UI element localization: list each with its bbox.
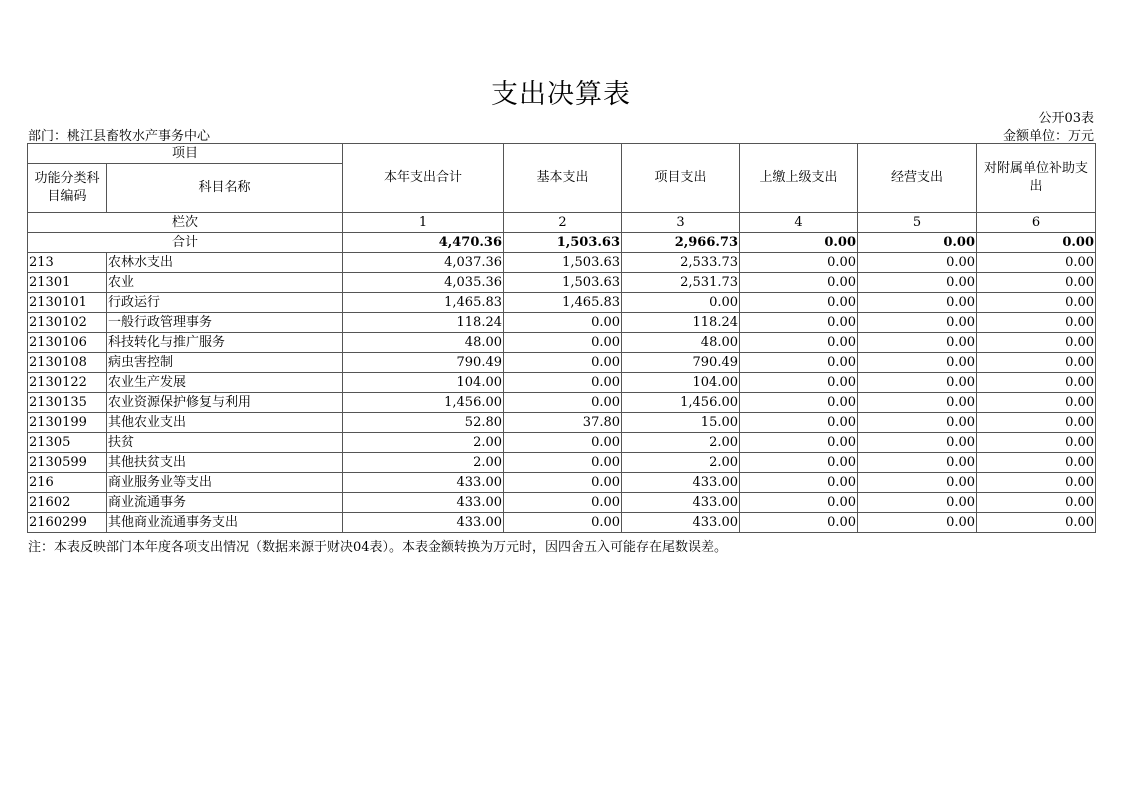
row-value: 0.00 [977, 433, 1096, 453]
row-value: 0.00 [740, 273, 858, 293]
header-col-subsidiary-subsidy: 对附属单位补助支出 [977, 144, 1096, 213]
total-value: 0.00 [740, 233, 858, 253]
table-row [28, 353, 1096, 373]
row-value: 0.00 [858, 253, 977, 273]
row-value: 0.00 [977, 293, 1096, 313]
table-row [28, 453, 1096, 473]
row-value: 0.00 [977, 393, 1096, 413]
row-value: 48.00 [622, 333, 740, 353]
row-value: 0.00 [504, 433, 622, 453]
row-value: 0.00 [622, 293, 740, 313]
row-subject-name: 行政运行 [107, 293, 343, 313]
row-value: 0.00 [740, 353, 858, 373]
row-value: 0.00 [740, 493, 858, 513]
row-value: 1,456.00 [343, 393, 504, 413]
row-value: 0.00 [977, 453, 1096, 473]
row-value: 0.00 [858, 373, 977, 393]
table-row [28, 413, 1096, 433]
col-index-6: 6 [977, 213, 1096, 233]
row-value: 0.00 [858, 393, 977, 413]
row-value: 0.00 [858, 313, 977, 333]
row-subject-name: 病虫害控制 [107, 353, 343, 373]
row-subject-name: 科技转化与推广服务 [107, 333, 343, 353]
row-value: 0.00 [977, 373, 1096, 393]
row-value: 2.00 [343, 453, 504, 473]
table-row [28, 473, 1096, 493]
row-subject-name: 商业流通事务 [107, 493, 343, 513]
row-value: 0.00 [740, 473, 858, 493]
row-value: 0.00 [858, 413, 977, 433]
row-value: 0.00 [977, 493, 1096, 513]
table-row [28, 393, 1096, 413]
total-label: 合计 [28, 233, 343, 253]
row-code: 216 [28, 473, 107, 493]
row-value: 0.00 [977, 513, 1096, 533]
row-code: 2130101 [28, 293, 107, 313]
row-value: 433.00 [343, 513, 504, 533]
row-value: 0.00 [504, 373, 622, 393]
department-label: 部门：桃江县畜牧水产事务中心 [28, 129, 211, 144]
row-value: 2.00 [622, 453, 740, 473]
form-number: 公开03表 [1038, 111, 1094, 126]
footnote: 注：本表反映部门本年度各项支出情况（数据来源于财决04表）。本表金额转换为万元时，因四舍五入可能存在尾数误差。 [28, 540, 728, 555]
row-value: 0.00 [740, 313, 858, 333]
table-row [28, 273, 1096, 293]
row-value: 0.00 [858, 433, 977, 453]
row-value: 433.00 [622, 493, 740, 513]
page-title: 支出决算表 [491, 79, 631, 110]
row-value: 0.00 [740, 253, 858, 273]
row-value: 0.00 [740, 413, 858, 433]
row-value: 0.00 [504, 393, 622, 413]
table-row [28, 513, 1096, 533]
row-value: 790.49 [343, 353, 504, 373]
total-value: 0.00 [977, 233, 1096, 253]
row-value: 0.00 [977, 253, 1096, 273]
row-value: 0.00 [740, 293, 858, 313]
row-subject-name: 农业生产发展 [107, 373, 343, 393]
row-value: 0.00 [740, 393, 858, 413]
row-value: 433.00 [343, 473, 504, 493]
row-value: 1,456.00 [622, 393, 740, 413]
row-value: 0.00 [504, 473, 622, 493]
row-subject-name: 其他商业流通事务支出 [107, 513, 343, 533]
row-code: 2130599 [28, 453, 107, 473]
row-value: 0.00 [740, 433, 858, 453]
col-index-5: 5 [858, 213, 977, 233]
row-value: 0.00 [977, 333, 1096, 353]
row-value: 0.00 [977, 413, 1096, 433]
row-value: 37.80 [504, 413, 622, 433]
col-index-3: 3 [622, 213, 740, 233]
row-value: 15.00 [622, 413, 740, 433]
row-value: 2,533.73 [622, 253, 740, 273]
row-value: 2.00 [622, 433, 740, 453]
row-value: 433.00 [622, 513, 740, 533]
row-value: 0.00 [504, 513, 622, 533]
row-value: 0.00 [740, 453, 858, 473]
row-subject-name: 其他扶贫支出 [107, 453, 343, 473]
col-index-1: 1 [343, 213, 504, 233]
header-col-total: 本年支出合计 [343, 144, 504, 213]
row-value: 0.00 [504, 493, 622, 513]
table-row [28, 333, 1096, 353]
row-subject-name: 商业服务业等支出 [107, 473, 343, 493]
header-project: 项目 [28, 144, 343, 164]
row-value: 104.00 [622, 373, 740, 393]
row-value: 2.00 [343, 433, 504, 453]
total-value: 2,966.73 [622, 233, 740, 253]
row-value: 0.00 [977, 473, 1096, 493]
table-row [28, 253, 1096, 273]
row-value: 118.24 [622, 313, 740, 333]
row-value: 0.00 [504, 313, 622, 333]
row-value: 4,035.36 [343, 273, 504, 293]
row-code: 213 [28, 253, 107, 273]
row-value: 52.80 [343, 413, 504, 433]
row-value: 0.00 [858, 293, 977, 313]
header-func-code: 功能分类科目编码 [28, 164, 107, 213]
row-value: 0.00 [858, 473, 977, 493]
header-subject-name: 科目名称 [107, 164, 343, 213]
header-col-project: 项目支出 [622, 144, 740, 213]
header-col-operating: 经营支出 [858, 144, 977, 213]
table-row [28, 313, 1096, 333]
row-value: 0.00 [858, 353, 977, 373]
row-value: 0.00 [858, 333, 977, 353]
header-col-remit-superior: 上缴上级支出 [740, 144, 858, 213]
col-index-4: 4 [740, 213, 858, 233]
row-code: 21602 [28, 493, 107, 513]
row-value: 1,503.63 [504, 253, 622, 273]
row-subject-name: 扶贫 [107, 433, 343, 453]
row-value: 48.00 [343, 333, 504, 353]
row-value: 2,531.73 [622, 273, 740, 293]
row-value: 1,465.83 [504, 293, 622, 313]
row-value: 104.00 [343, 373, 504, 393]
amount-unit-label: 金额单位：万元 [1002, 129, 1094, 144]
row-code: 21301 [28, 273, 107, 293]
col-index-2: 2 [504, 213, 622, 233]
row-code: 21305 [28, 433, 107, 453]
row-subject-name: 农业 [107, 273, 343, 293]
row-value: 4,037.36 [343, 253, 504, 273]
row-value: 790.49 [622, 353, 740, 373]
row-subject-name: 农林水支出 [107, 253, 343, 273]
row-value: 0.00 [858, 273, 977, 293]
row-value: 0.00 [740, 513, 858, 533]
header-col-basic: 基本支出 [504, 144, 622, 213]
row-value: 0.00 [504, 353, 622, 373]
row-code: 2130106 [28, 333, 107, 353]
row-code: 2130135 [28, 393, 107, 413]
row-value: 0.00 [977, 273, 1096, 293]
row-value: 0.00 [858, 493, 977, 513]
row-value: 0.00 [740, 333, 858, 353]
row-value: 0.00 [504, 333, 622, 353]
total-value: 0.00 [858, 233, 977, 253]
row-code: 2130108 [28, 353, 107, 373]
expenditure-table [27, 143, 1096, 533]
total-value: 4,470.36 [343, 233, 504, 253]
row-value: 1,465.83 [343, 293, 504, 313]
row-subject-name: 其他农业支出 [107, 413, 343, 433]
row-subject-name: 一般行政管理事务 [107, 313, 343, 333]
row-value: 0.00 [977, 353, 1096, 373]
row-value: 0.00 [858, 453, 977, 473]
total-value: 1,503.63 [504, 233, 622, 253]
row-value: 118.24 [343, 313, 504, 333]
row-value: 0.00 [504, 453, 622, 473]
row-value: 0.00 [740, 373, 858, 393]
row-code: 2130122 [28, 373, 107, 393]
row-value: 0.00 [977, 313, 1096, 333]
row-subject-name: 农业资源保护修复与利用 [107, 393, 343, 413]
row-code: 2130199 [28, 413, 107, 433]
row-value: 433.00 [343, 493, 504, 513]
table-row [28, 433, 1096, 453]
row-value: 1,503.63 [504, 273, 622, 293]
table-row [28, 493, 1096, 513]
table-row [28, 373, 1096, 393]
col-index-label: 栏次 [28, 213, 343, 233]
row-code: 2160299 [28, 513, 107, 533]
row-value: 433.00 [622, 473, 740, 493]
row-value: 0.00 [858, 513, 977, 533]
table-row [28, 293, 1096, 313]
row-code: 2130102 [28, 313, 107, 333]
